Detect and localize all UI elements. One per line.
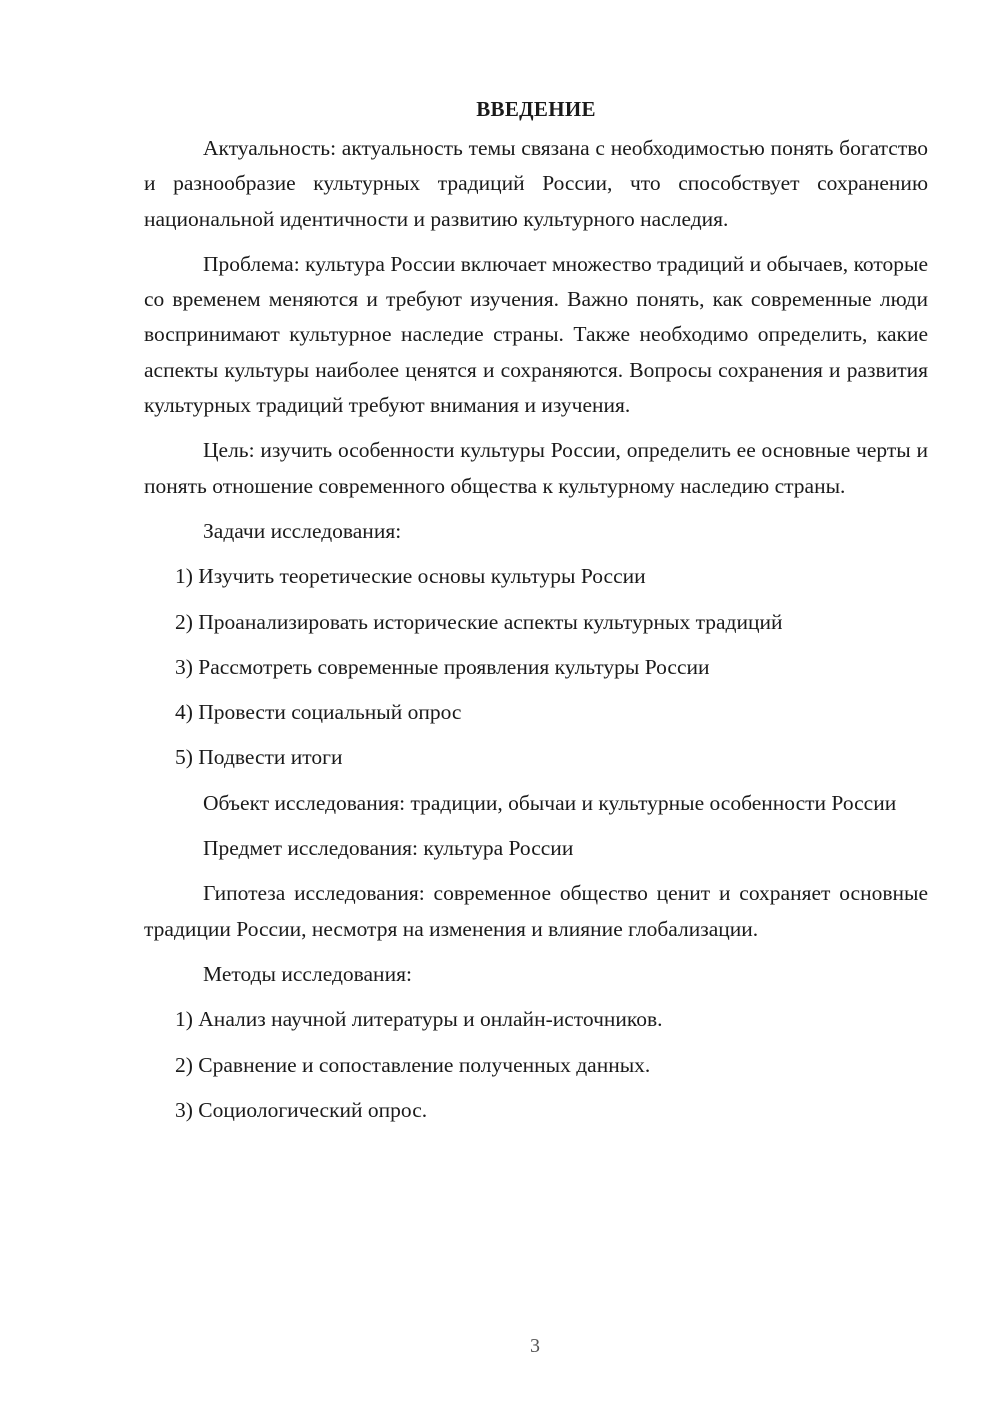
method-item-2: 2) Сравнение и сопоставление полученных данных. — [175, 1052, 651, 1077]
subject-paragraph: Предмет исследования: культура России — [203, 836, 574, 861]
task-item-4: 4) Провести социальный опрос — [175, 700, 462, 725]
hypothesis-paragraph: Гипотеза исследования: современное общество ценит и сохраняет основные традиции России, несмотря на изменения и влияние глобализации. — [144, 881, 928, 941]
goal-paragraph: Цель: изучить особенности культуры России, определить ее основные черты и понять отношение современного общества к культурному наследию страны. — [144, 438, 928, 498]
page-content — [144, 92, 928, 1138]
page-number: 3 — [530, 1335, 540, 1357]
method-item-1: 1) Анализ научной литературы и онлайн-источников. — [175, 1007, 663, 1032]
tasks-heading: Задачи исследования: — [203, 518, 402, 543]
object-paragraph: Объект исследования: традиции, обычаи и культурные особенности России — [203, 790, 897, 815]
methods-heading: Методы исследования: — [203, 961, 412, 986]
task-item-5: 5) Подвести итоги — [175, 745, 343, 770]
task-item-2: 2) Проанализировать исторические аспекты культурных традиций — [175, 609, 783, 634]
task-item-1: 1) Изучить теоретические основы культуры России — [175, 564, 646, 589]
method-item-3: 3) Социологический опрос. — [175, 1097, 428, 1122]
problem-paragraph: Проблема: культура России включает множество традиций и обычаев, которые со временем меняются и требуют изучения. Важно понять, как современные люди воспринимают культурное наследие страны. Также необходимо определить, какие аспекты культуры наиболее ценятся и сохраняются. Вопросы сохранения и развития культурных традиций требуют внимания и изучения. — [144, 251, 928, 418]
section-title: ВВЕДЕНИЕ — [476, 97, 596, 121]
task-item-3: 3) Рассмотреть современные проявления культуры России — [175, 654, 710, 679]
relevance-paragraph: Актуальность: актуальность темы связана с необходимостью понять богатство и разнообразие культурных традиций России, что способствует сохранению национальной идентичности и развитию культурного наследия. — [144, 136, 928, 231]
